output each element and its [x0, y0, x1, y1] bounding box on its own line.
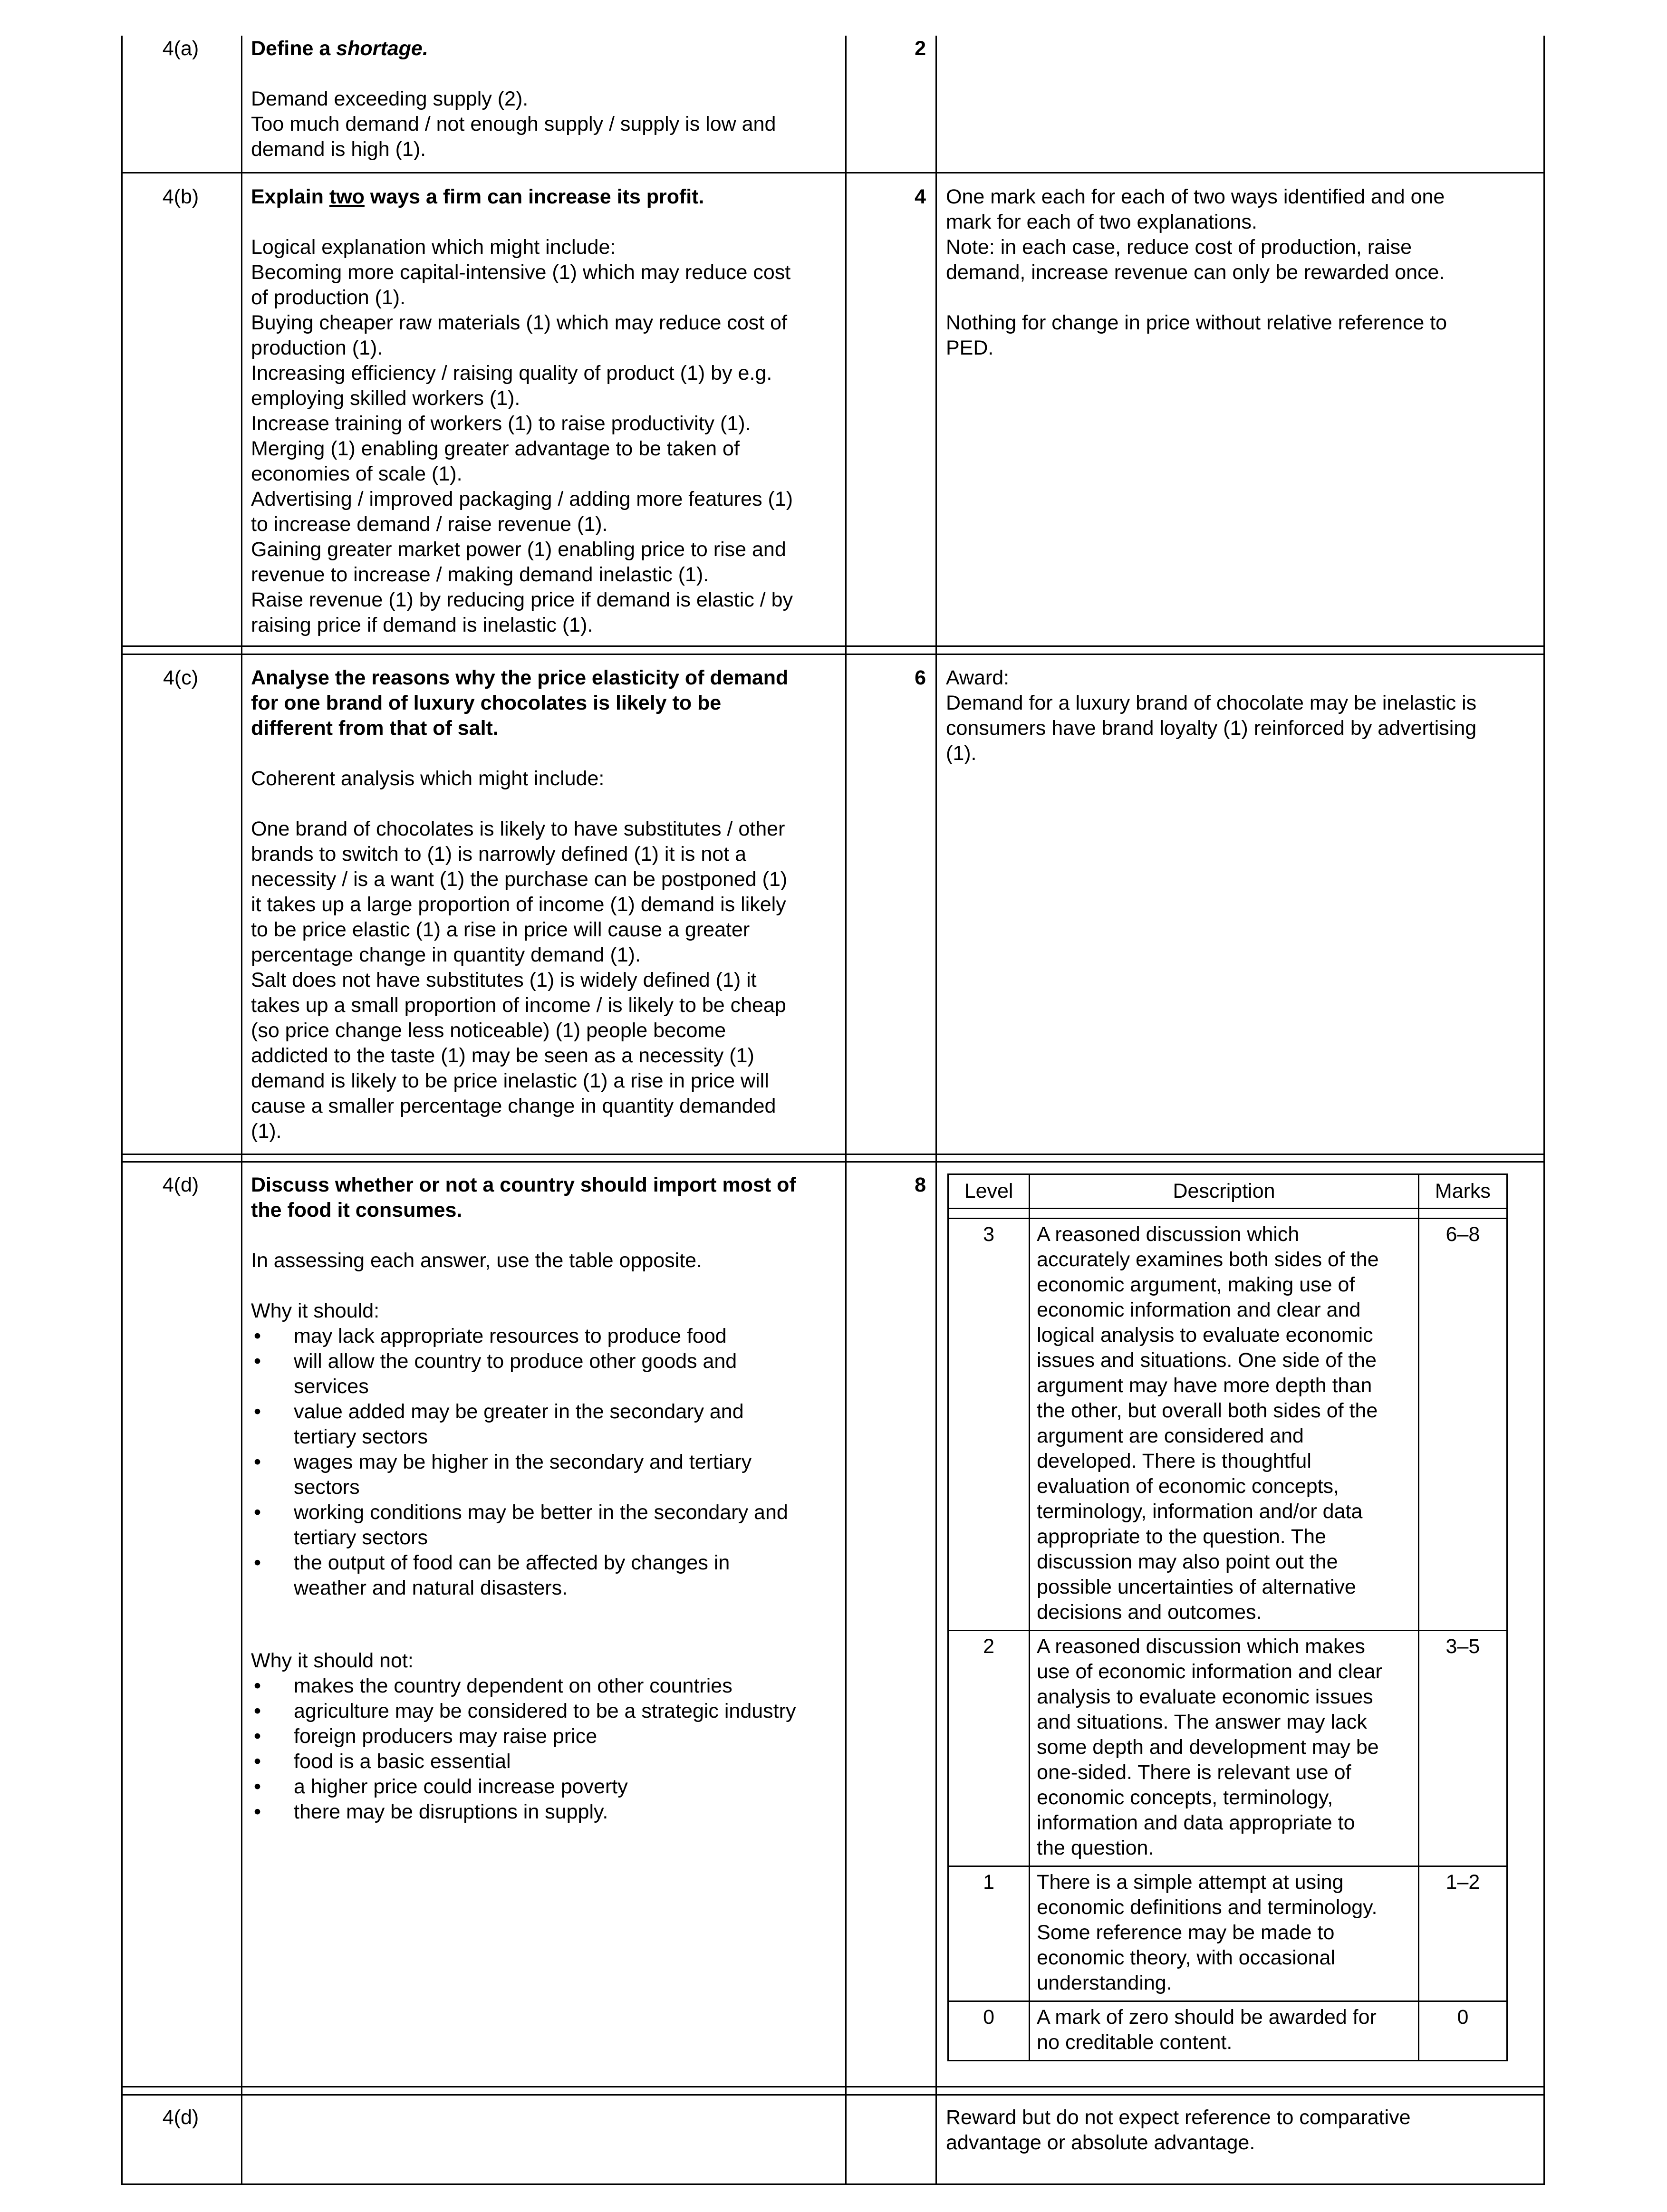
table-row: [948, 1631, 1507, 1866]
row-separator: [121, 645, 1545, 647]
marks-value: 8: [915, 1173, 926, 1196]
answer-line: addicted to the taste (1) may be seen as a necessity (1): [251, 1044, 754, 1067]
guidance-cell-4b: [946, 184, 1540, 361]
should-not-list: [251, 1673, 836, 1825]
question-cell-4a: [251, 36, 836, 162]
guidance-line: consumers have brand loyalty (1) reinforced by advertising: [946, 717, 1477, 740]
description-cell: A reasoned discussion which makes use of economic information and clear analysis to evaluate economic issues and situations. The answer may lack some depth and development may be one-sided. There is relevant use of economic concepts, terminology, information and data appropriate to the question.: [1030, 1631, 1419, 1866]
guidance-cell-4c: [946, 665, 1540, 766]
answer-line: cause a smaller percentage change in quantity demanded: [251, 1095, 776, 1117]
level-cell: 1: [948, 1866, 1030, 2001]
guidance-line: Reward but do not expect reference to comparative: [946, 2106, 1411, 2129]
list-item: • value added may be greater in the secondary and tertiary sectors: [251, 1399, 836, 1450]
answer-line: (1).: [251, 1120, 282, 1143]
answer-line: Salt does not have substitutes (1) is widely defined (1) it: [251, 969, 757, 991]
answer-line: Increase training of workers (1) to raise productivity (1).: [251, 412, 751, 435]
marks-value: 4: [915, 185, 926, 208]
list-item: • wages may be higher in the secondary and tertiary sectors: [251, 1450, 836, 1500]
marks-cell: 3–5: [1418, 1631, 1507, 1866]
answer-line: Becoming more capital-intensive (1) which may reduce cost: [251, 261, 791, 284]
question-number: 4(d): [162, 2106, 199, 2129]
list-item: • the output of food can be affected by changes in weather and natural disasters.: [251, 1550, 836, 1601]
marks-cell: 1–2: [1418, 1866, 1507, 2001]
guidance-line: Nothing for change in price without relative reference to: [946, 311, 1447, 334]
answer-line: Advertising / improved packaging / adding more features (1): [251, 488, 793, 510]
list-item: • may lack appropriate resources to produce food: [251, 1324, 836, 1349]
answer-line: Logical explanation which might include:: [251, 236, 616, 259]
answer-line: necessity / is a want (1) the purchase can be postponed (1): [251, 868, 788, 891]
grid-line: [935, 36, 937, 2185]
guidance-line: advantage or absolute advantage.: [946, 2131, 1255, 2154]
guidance-cell-4d: [946, 2105, 1540, 2155]
answer-line: takes up a small proportion of income / is likely to be cheap: [251, 994, 786, 1017]
levels-table: [947, 1173, 1508, 2061]
level-cell: 3: [948, 1219, 1030, 1631]
grid-line: [241, 36, 242, 2185]
answer-line: Increasing efficiency / raising quality of product (1) by e.g.: [251, 362, 772, 385]
header-level: Level: [948, 1174, 1030, 1209]
row-separator: [121, 2086, 1545, 2087]
answer-line: to increase demand / raise revenue (1).: [251, 513, 608, 536]
answer-intro: In assessing each answer, use the table opposite.: [251, 1249, 703, 1272]
guidance-line: Demand for a luxury brand of chocolate may be inelastic is: [946, 692, 1477, 714]
table-row: [948, 1219, 1507, 1631]
guidance-line: mark for each of two explanations.: [946, 211, 1257, 233]
list-item: • working conditions may be better in the secondary and tertiary sectors: [251, 1500, 836, 1550]
answer-intro: Coherent analysis which might include:: [251, 767, 605, 790]
row-separator: [121, 172, 1545, 173]
marks-value: 6: [915, 666, 926, 689]
list-item: • makes the country dependent on other countries: [251, 1673, 836, 1699]
list-item: • there may be disruptions in supply.: [251, 1799, 836, 1825]
should-heading: Why it should:: [251, 1299, 380, 1322]
guidance-line: PED.: [946, 337, 994, 359]
question-cell-4b: [251, 184, 836, 638]
question-cell-4d: [251, 1173, 836, 1825]
grid-line: [845, 36, 847, 2185]
answer-line: Merging (1) enabling greater advantage to be taken of: [251, 437, 740, 460]
question-number: 4(c): [163, 666, 199, 689]
marks-value: 2: [915, 37, 926, 60]
row-separator: [121, 654, 1545, 655]
table-row: [948, 1866, 1507, 2001]
list-item: • will allow the country to produce other goods and services: [251, 1349, 836, 1399]
answer-line: Demand exceeding supply (2).: [251, 87, 529, 110]
question-number: 4(a): [162, 37, 199, 60]
question-text: Explain two ways a firm can increase its profit.: [251, 185, 704, 208]
list-item: • foreign producers may raise price: [251, 1724, 836, 1749]
answer-line: of production (1).: [251, 286, 406, 309]
question-text: Analyse the reasons why the price elasticity of demand: [251, 666, 789, 689]
answer-line: to be price elastic (1) a rise in price will cause a greater: [251, 918, 750, 941]
guidance-line: (1).: [946, 742, 977, 765]
answer-line: percentage change in quantity demand (1).: [251, 943, 641, 966]
guidance-line: demand, increase revenue can only be rewarded once.: [946, 261, 1445, 284]
row-separator: [121, 1161, 1545, 1163]
row-separator: [121, 2094, 1545, 2096]
header-description: Description: [1030, 1174, 1419, 1209]
answer-line: (so price change less noticeable) (1) people become: [251, 1019, 726, 1042]
row-separator: [121, 2183, 1545, 2185]
marks-cell: 0: [1418, 2001, 1507, 2061]
answer-line: Buying cheaper raw materials (1) which may reduce cost of: [251, 311, 788, 334]
marks-cell: 6–8: [1418, 1219, 1507, 1631]
grid-line: [121, 36, 123, 2185]
question-text: for one brand of luxury chocolates is likely to be: [251, 692, 722, 714]
should-list: [251, 1324, 836, 1601]
level-cell: 2: [948, 1631, 1030, 1866]
level-cell: 0: [948, 2001, 1030, 2061]
list-item: • food is a basic essential: [251, 1749, 836, 1774]
question-text: Define a shortage.: [251, 37, 428, 60]
answer-line: Too much demand / not enough supply / supply is low and: [251, 113, 776, 135]
answer-line: revenue to increase / making demand inelastic (1).: [251, 563, 709, 586]
answer-line: brands to switch to (1) is narrowly defined (1) it is not a: [251, 843, 746, 866]
answer-line: One brand of chocolates is likely to have substitutes / other: [251, 817, 785, 840]
question-text: the food it consumes.: [251, 1199, 463, 1221]
question-number: 4(b): [162, 185, 199, 208]
question-number: 4(d): [162, 1173, 199, 1196]
row-separator: [121, 1154, 1545, 1155]
question-text: different from that of salt.: [251, 717, 499, 740]
description-cell: A mark of zero should be awarded for no creditable content.: [1030, 2001, 1419, 2061]
answer-line: demand is likely to be price inelastic (1) a rise in price will: [251, 1069, 769, 1092]
guidance-line: Note: in each case, reduce cost of production, raise: [946, 236, 1412, 259]
answer-line: demand is high (1).: [251, 138, 426, 161]
grid-line: [1543, 36, 1545, 2185]
should-not-heading: Why it should not:: [251, 1649, 414, 1672]
guidance-line: Award:: [946, 666, 1010, 689]
question-cell-4c: [251, 665, 836, 1144]
header-marks: Marks: [1418, 1174, 1507, 1209]
list-item: • a higher price could increase poverty: [251, 1774, 836, 1799]
answer-line: production (1).: [251, 337, 383, 359]
answer-line: Raise revenue (1) by reducing price if demand is elastic / by: [251, 588, 793, 611]
answer-line: employing skilled workers (1).: [251, 387, 520, 410]
answer-line: Gaining greater market power (1) enabling price to rise and: [251, 538, 786, 561]
description-cell: A reasoned discussion which accurately examines both sides of the economic argument, making use of economic information and clear and logical analysis to evaluate economic issues and situations. One side of the argument may have more depth than the other, but overall both sides of the argument are considered and developed. There is thoughtful evaluation of economic concepts, terminology, information and/or data appropriate to the question. The discussion may also point out the possible uncertainties of alternative decisions and outcomes.: [1030, 1219, 1419, 1631]
table-row: [948, 2001, 1507, 2061]
answer-line: economies of scale (1).: [251, 462, 463, 485]
levels-table-header: [948, 1174, 1507, 1209]
answer-line: raising price if demand is inelastic (1).: [251, 614, 593, 636]
description-cell: There is a simple attempt at using economic definitions and terminology. Some reference may be made to economic theory, with occasional understanding.: [1030, 1866, 1419, 2001]
question-text: Discuss whether or not a country should import most of: [251, 1173, 796, 1196]
list-item: • agriculture may be considered to be a strategic industry: [251, 1699, 836, 1724]
guidance-line: One mark each for each of two ways identified and one: [946, 185, 1445, 208]
answer-line: it takes up a large proportion of income (1) demand is likely: [251, 893, 786, 916]
